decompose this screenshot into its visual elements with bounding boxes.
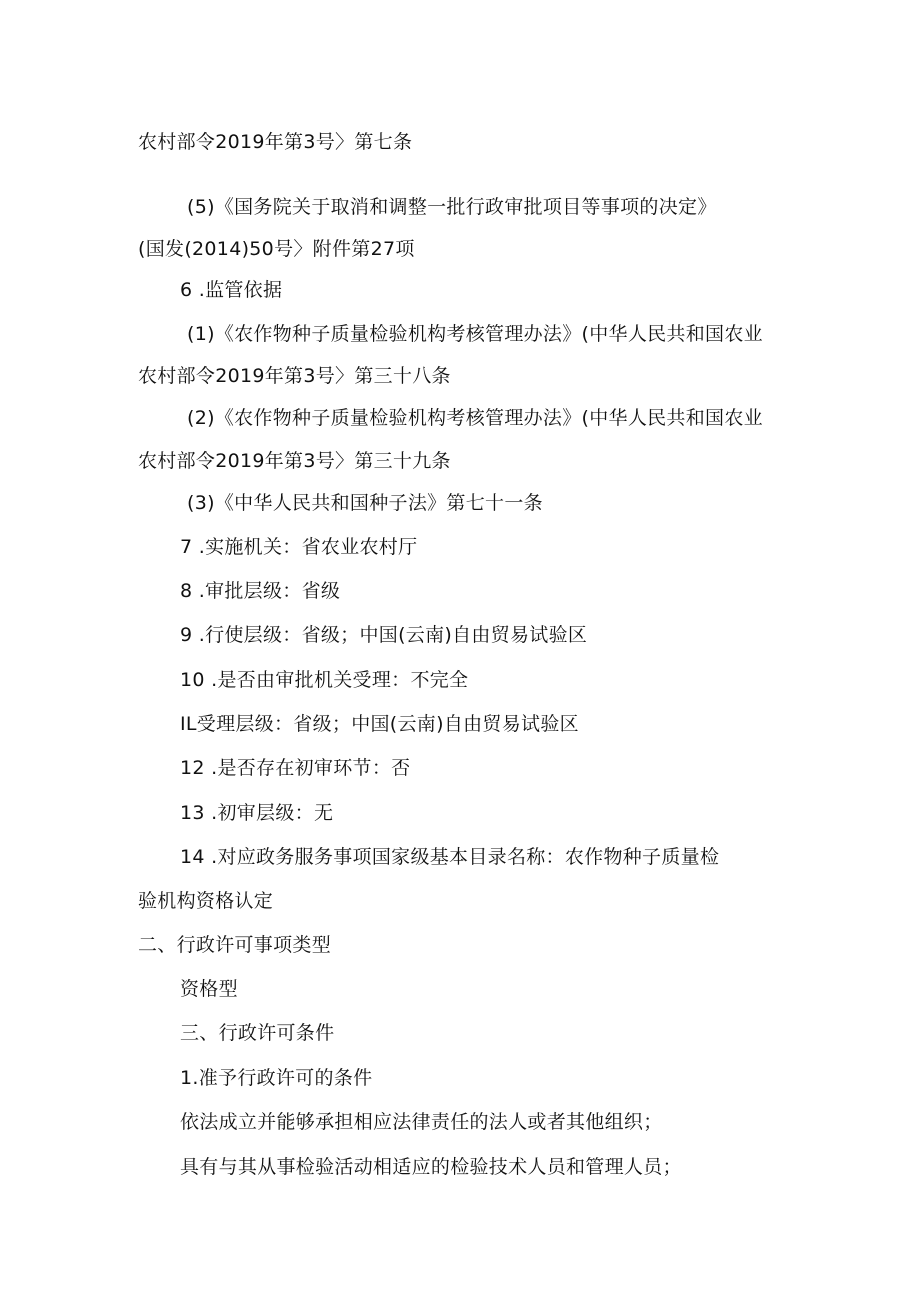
text-line: (5)《国务院关于取消和调整一批行政审批项目等事项的决定》 — [187, 196, 717, 218]
text-line: 农村部令2019年第3号〉第七条 — [138, 131, 413, 153]
text-line: 具有与其从事检验活动相适应的检验技术人员和管理人员； — [180, 1156, 682, 1178]
list-item: IL受理层级：省级；中国(云南)自由贸易试验区 — [180, 713, 579, 735]
list-item: 14 .对应政务服务事项国家级基本目录名称：农作物种子质量检 — [180, 846, 720, 868]
text-line: 农村部令2019年第3号〉第三十八条 — [138, 365, 451, 387]
section-heading: 三、行政许可条件 — [180, 1022, 335, 1044]
section-heading: 二、行政许可事项类型 — [138, 934, 332, 956]
list-item: 9 .行使层级：省级；中国(云南)自由贸易试验区 — [180, 624, 588, 646]
subsection-heading: 1.准予行政许可的条件 — [180, 1067, 373, 1089]
list-item: 7 .实施机关：省农业农村厅 — [180, 536, 418, 558]
text-line: 资格型 — [180, 978, 238, 1000]
text-line: (1)《农作物种子质量检验机构考核管理办法》(中华人民共和国农业 — [187, 323, 763, 345]
list-item: 13 .初审层级：无 — [180, 802, 334, 824]
text-line: 验机构资格认定 — [138, 890, 274, 912]
list-item: 8 .审批层级：省级 — [180, 580, 341, 602]
section-heading: 6 .监管依据 — [180, 279, 283, 301]
text-line: 农村部令2019年第3号〉第三十九条 — [138, 450, 451, 472]
text-line: (3)《中华人民共和国种子法》第七十一条 — [187, 492, 543, 514]
list-item: 10 .是否由审批机关受理：不完全 — [180, 669, 469, 691]
text-line: 依法成立并能够承担相应法律责任的法人或者其他组织； — [180, 1111, 663, 1133]
list-item: 12 .是否存在初审环节：否 — [180, 757, 411, 779]
text-line: (国发(2014)50号〉附件第27项 — [138, 238, 415, 260]
text-line: (2)《农作物种子质量检验机构考核管理办法》(中华人民共和国农业 — [187, 407, 763, 429]
